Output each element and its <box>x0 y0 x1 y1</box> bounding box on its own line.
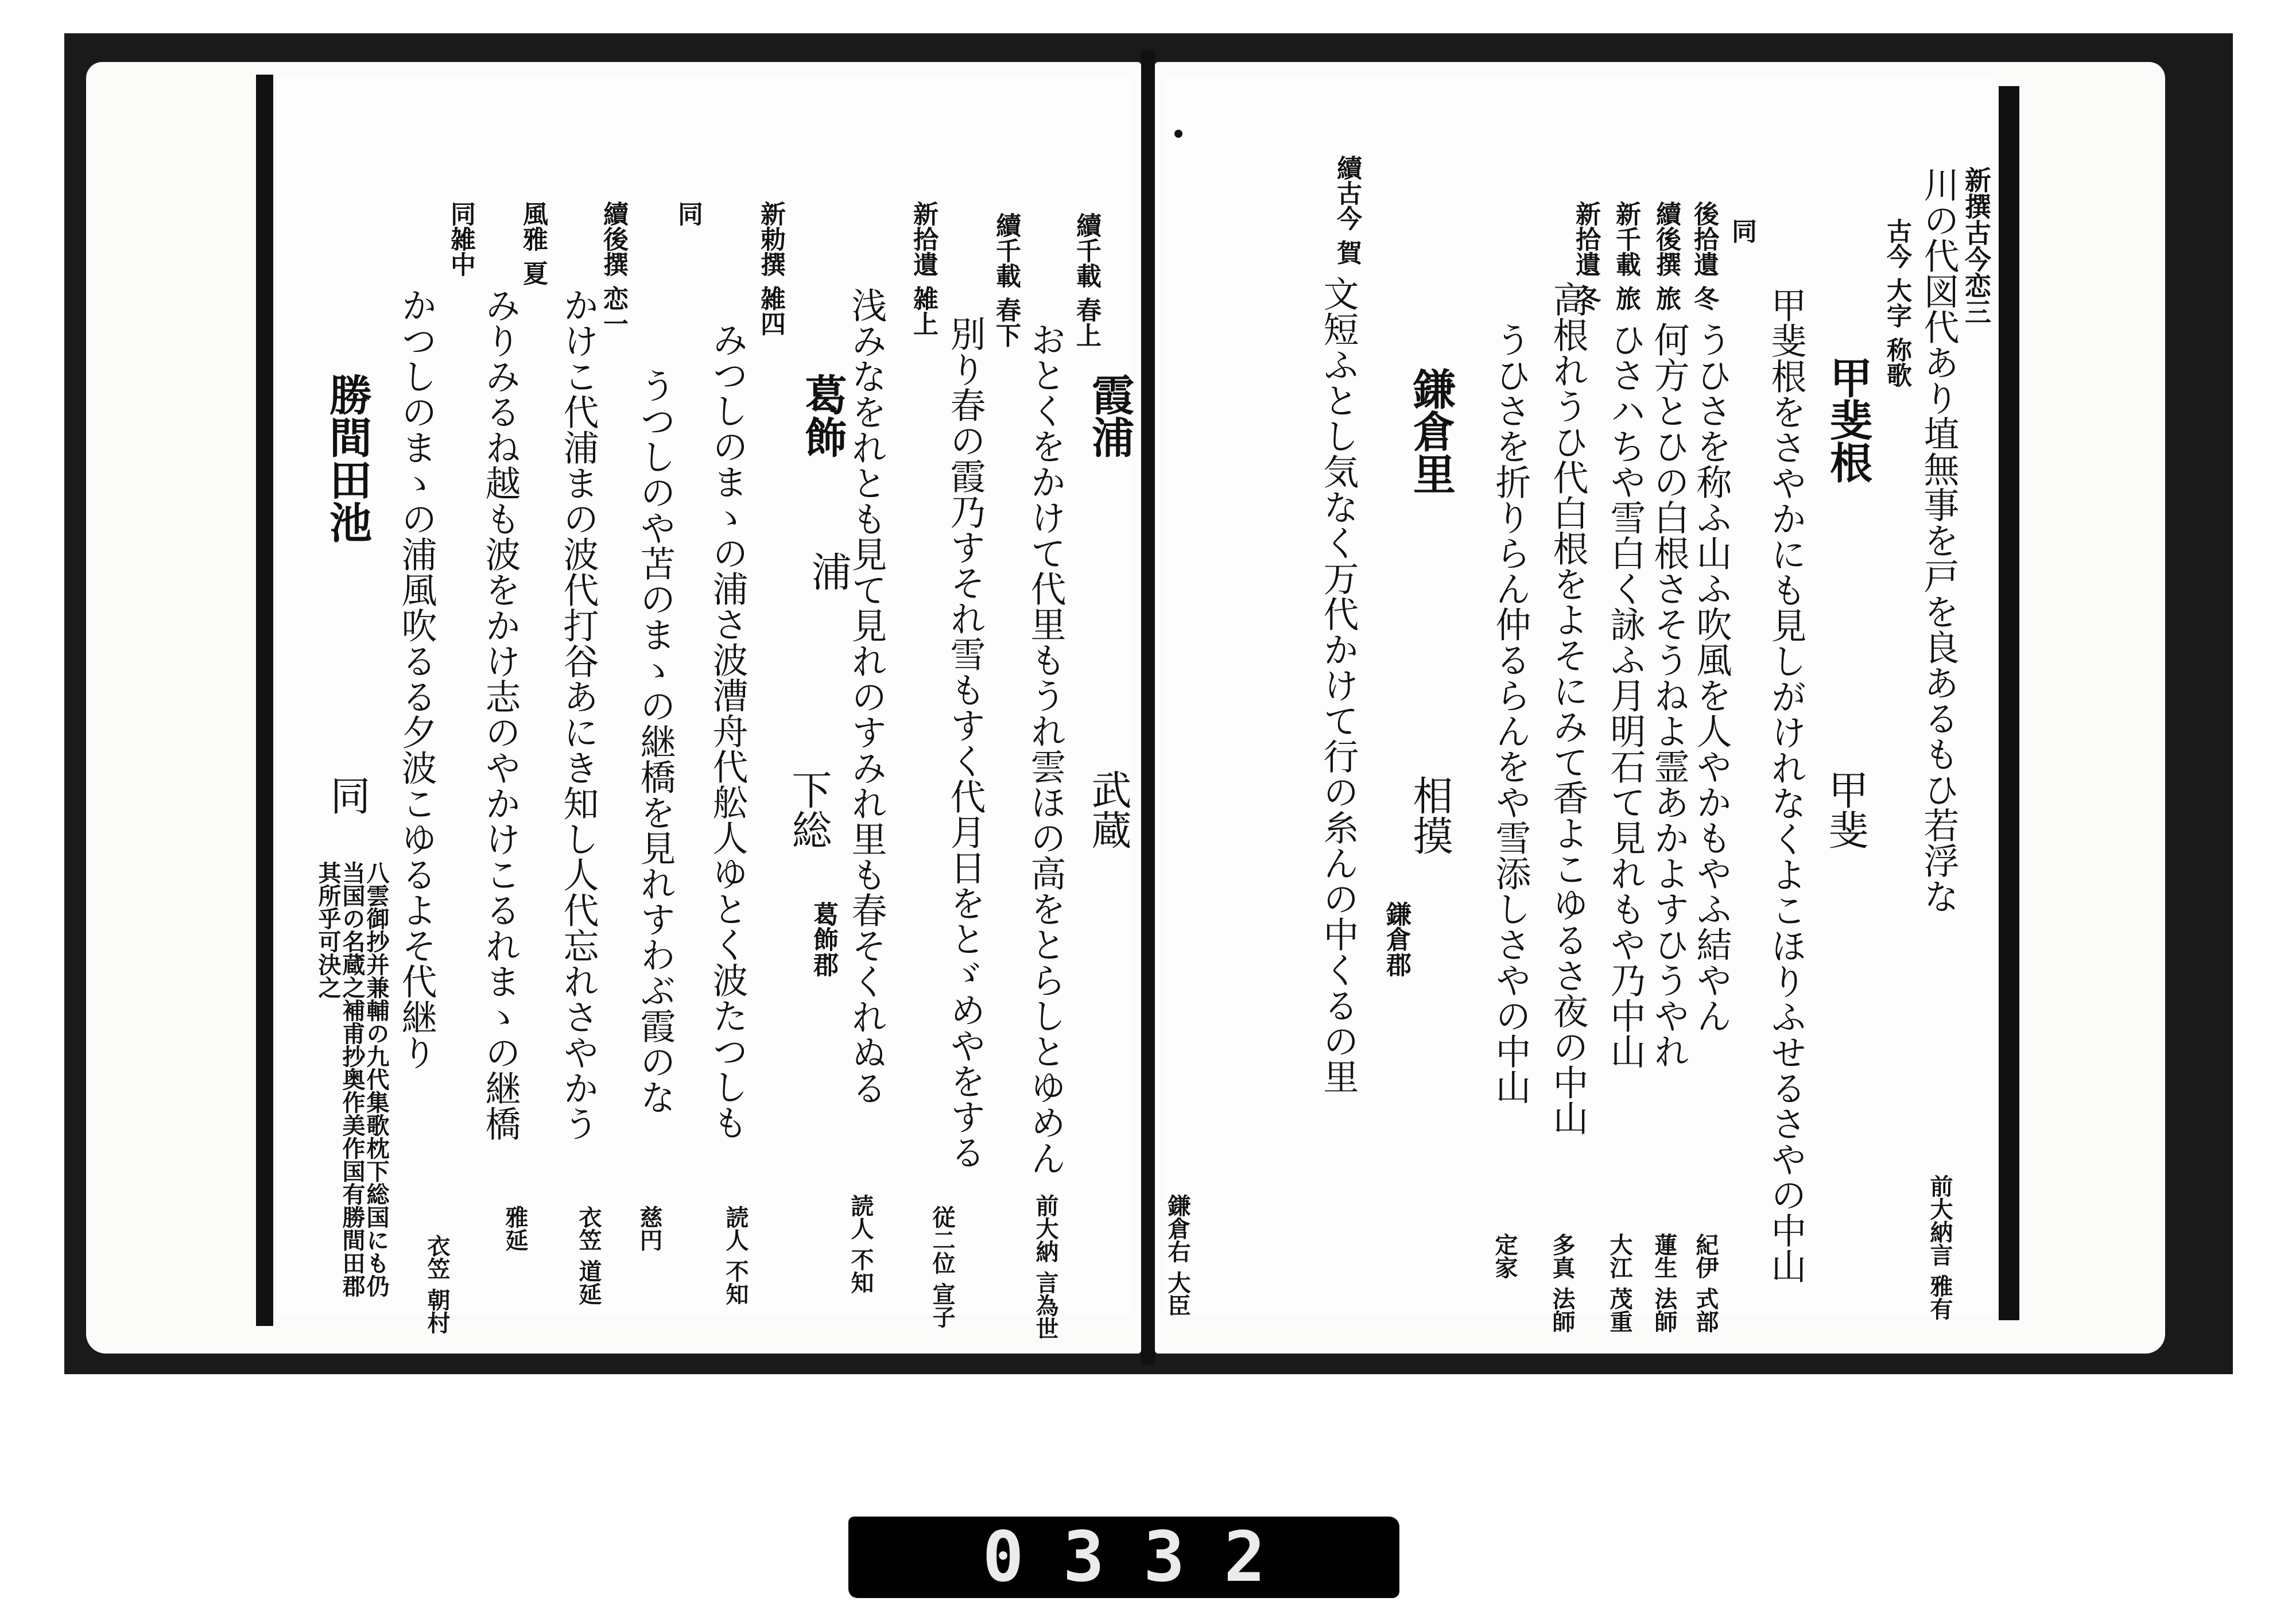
place-suffix: 浦 <box>805 551 852 591</box>
poem-source: 古今 大字 称歌 <box>1882 218 1911 387</box>
place-heading: 葛飾 <box>798 373 847 458</box>
poem-source: 新勅撰 雑四 <box>756 201 785 336</box>
poem-source: 新拾遺 雑上 <box>909 201 938 336</box>
poem-source: 續千載 春下 <box>991 212 1021 348</box>
poem-source: 續後撰 旅 <box>1651 201 1681 311</box>
poem-line: うひさを折りらん仲るらんをや雪添しさやの中山 <box>1490 321 1531 1104</box>
place-heading: 甲斐根 <box>1823 356 1872 483</box>
poem-source: 同 <box>1727 218 1756 243</box>
poem-source: 續後撰 恋一 <box>599 201 628 336</box>
poem-line: ひさハちや雪白く詠ふ月明石て見れもや乃中山 <box>1604 321 1646 1069</box>
poem-line: 川の代図代あり埴無事を戸を良あるもひ若浮な <box>1918 166 1960 914</box>
poem-author: 大江 茂重 <box>1606 1233 1633 1333</box>
poem-line: 甲斐根をさやかにも見しがけれなくよこほりふせるさやの中山 <box>1765 287 1807 1283</box>
poem-author: 鎌倉右 大臣 <box>1164 1194 1191 1317</box>
poem-line: うつしのや苫のまゝの継橋を見れすわぶ霞のな <box>634 367 676 1115</box>
annotation-note: 八雲御抄并兼輔の九代集歌枕下総国にも仍当国の名蔵之補甫抄奥作美作国有勝間田郡其所乎可決之 <box>315 861 390 1297</box>
poem-line: 別り春の霞乃すそれ雪もすく代月日をとゞめやをする <box>944 316 986 1170</box>
poem-line: みつしのまゝの浦さ波漕舟代舩人ゆとく波たつしも <box>707 321 748 1140</box>
poem-line: 何方とひの白根さそうねよ霊あかよすひうやれ <box>1648 321 1690 1069</box>
poem-author: 読人 不知 <box>847 1194 874 1294</box>
place-heading: 霞浦 <box>1085 373 1134 458</box>
poem-source: 同 <box>673 201 703 226</box>
poem-author: 前大納言 雅有 <box>1926 1174 1953 1320</box>
frame-number: 0332 <box>982 1517 1305 1597</box>
province-label: 相摸 <box>1406 775 1453 855</box>
page-header: 新撰古今恋三 <box>1961 166 1992 325</box>
poem-line: 高根れうひ代白根をよそにみて香よこゆるさ夜の中山 <box>1547 281 1589 1135</box>
poem-source: 續千載 春上 <box>1072 212 1101 348</box>
poem-line: うひさを称ふ山ふ吹風を人やかもやふ結やん <box>1690 321 1732 1033</box>
poem-author: 前大納 言為世 <box>1032 1194 1059 1340</box>
place-heading: 鎌倉里 <box>1406 367 1456 495</box>
right-page-edge <box>1999 86 2019 1320</box>
poem-source: 新拾遺 冬 <box>1571 201 1600 311</box>
province-label: 武蔵 <box>1085 769 1132 850</box>
poem-line: みりみるね越も波をかけ志のやかけこるれまゝの継橋 <box>479 287 521 1141</box>
poem-source: 續古今 賀 <box>1332 155 1362 265</box>
poem-author: 衣笠 道延 <box>575 1205 602 1305</box>
poem-author: 定家 <box>1491 1233 1518 1279</box>
poem-author: 慈円 <box>636 1205 663 1251</box>
poem-line: かつしのまゝの浦風吹るる夕波こゆるよそ代継り <box>395 287 437 1070</box>
poem-line: かけこ代浦まの波代打谷あにき知し人代忘れさやかう <box>557 287 599 1141</box>
district-label: 鎌倉郡 <box>1382 901 1411 977</box>
place-heading: 勝間田池 <box>323 373 372 543</box>
poem-author: 雅延 <box>502 1205 529 1251</box>
poem-author: 従二位 宣子 <box>929 1205 956 1328</box>
film-frame-counter <box>848 1517 1399 1598</box>
poem-author: 紀伊 式部 <box>1692 1233 1719 1333</box>
poem-author: 衣笠 朝村 <box>424 1234 451 1334</box>
poem-line: おとくをかけて代里もうれ雲ほの高をとらしとゆめん <box>1025 321 1066 1176</box>
poem-author: 多真 法師 <box>1549 1233 1576 1333</box>
poem-source: 風雅 夏 <box>518 201 548 286</box>
ink-dot <box>1174 130 1182 138</box>
poem-author: 蓮生 法師 <box>1651 1233 1678 1333</box>
book-gutter <box>1141 51 1155 1365</box>
province-label: 下総 <box>785 769 832 850</box>
poem-line: 文短ふとし気なく万代かけて行の糸んの中くるの里 <box>1317 276 1359 1094</box>
poem-source: 後拾遺 冬 <box>1689 201 1719 311</box>
poem-source: 新千載 旅 <box>1611 201 1640 311</box>
poem-source: 同雑中 <box>446 201 475 277</box>
left-page-edge <box>256 75 273 1326</box>
province-label: 甲斐 <box>1822 769 1869 850</box>
district-label: 葛飾郡 <box>809 901 838 977</box>
poem-line: 浅みなをれとも見て見れのすみれ里も春そくれぬる <box>846 287 887 1106</box>
poem-author: 読人 不知 <box>722 1205 749 1305</box>
province-label: 同 <box>324 775 371 815</box>
